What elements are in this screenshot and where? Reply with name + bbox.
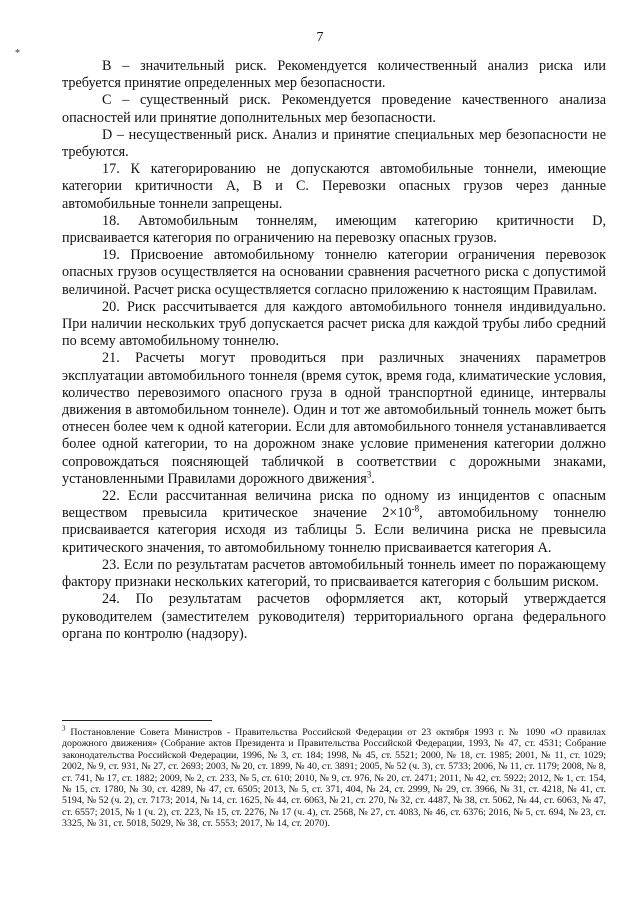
- paragraph-risk-d: D – несущественный риск. Анализ и принятие специальных мер безопасности не требуются.: [62, 126, 606, 161]
- margin-mark: *: [15, 48, 20, 59]
- paragraph-risk-c: С – существенный риск. Рекомендуется проведение качественного анализа опасностей или принятие дополнительных мер безопасности.: [62, 92, 606, 126]
- page-number: 7: [316, 30, 324, 45]
- footnote-marker: 3: [62, 724, 66, 733]
- exponent: -8: [411, 503, 420, 514]
- paragraph-23: 23. Если по результатам расчетов автомобильный тоннель имеет по поражающему фактору признаки нескольких категорий, то присваивается категория с большим риском.: [62, 556, 606, 591]
- paragraph-risk-b: В – значительный риск. Рекомендуется количественный анализ риска или требуется принятие определенных мер безопасности.: [62, 58, 606, 92]
- paragraph-21: 21. Расчеты могут проводиться при различных значениях параметров эксплуатации автомобильного тоннеля (время суток, время года, климатические условия, количество перевозимого опасного груза в одной транспортной единице, интервалы движения в автомобильном тоннеле). Один и тот же автомобильный тоннель может быть отнесен более чем к одной категории. Если для автомобильного тоннеля устанавливается более одной категории, то на дорожном знаке условие применения категории должно сопровождаться поясняющей табличкой в соответствии с дорожными знаками, установленными Правилами дорожного движения$^3$.: [62, 350, 606, 487]
- paragraph-18: 18. Автомобильным тоннелям, имеющим категорию критичности D, присваивается категория по ограничению на перевозку опасных грузов.: [62, 212, 606, 247]
- paragraph-19: 19. Присвоение автомобильному тоннелю категории ограничения перевозок опасных грузов осуществляется на основании сравнения расчетного риска с допустимой величиной. Расчет риска осуществляется согласно приложению к настоящим Правилам.: [62, 247, 606, 298]
- footnote-text: Постановление Совета Министров - Правительства Российской Федерации от 23 октября 1993 г. № 1090 «О правилах дорожного движения» (Собрание актов Президента и Правительства Российской Федерации, 1993, № 47, ст. 4531; Собрание законодательства Российской Федерации, 1996, № 3, ст. 184; 1998, № 45, ст. 5521; 2000, № 18, ст. 1985; 2001, № 11, ст. 1029; 2002, № 9, ст. 931, № 27, ст. 2693; 2003, № 20, ст. 1899, № 40, ст. 3891; 2005, № 52 (ч. 3), ст. 5733; 2006, № 11, ст. 1179; 2008, № 8, ст. 741, № 17, ст. 1882; 2009, № 2, ст. 233, № 5, ст. 610; 2010, № 9, ст. 976, № 20, ст. 2471; 2011, № 42, ст. 5922; 2012, № 1, ст. 154, № 15, ст. 1780, № 30, ст. 4289, № 47, ст. 6505; 2013, № 5, ст. 371, 404, № 24, ст. 2999, № 29, ст. 3966, № 31, ст. 4218, № 41, ст. 5194, № 52 (ч. 2), ст. 7173; 2014, № 14, ст. 1625, № 44, ст. 6063, № 21, ст. 270, № 32, ст. 4487, № 38, ст. 5062, № 44, ст. 6063, № 47, ст. 6557; 2015, № 1 (ч. 2), ст. 223, № 15, ст. 2276, № 17 (ч. 4), ст. 2568, № 27, ст. 4083, № 46, ст. 6376; 2016, № 5, ст. 694, № 23, ст. 3325, № 31, ст. 5018, 5029, № 38, ст. 5553; 2017, № 14, ст. 2070).: [62, 727, 606, 830]
- footnote-divider: [62, 720, 212, 721]
- footnote-reference[interactable]: 3: [366, 469, 372, 480]
- paragraph-21-text: 21. Расчеты могут проводиться при различных значениях параметров эксплуатации автомобильного тоннеля (время суток, время года, климатические условия, количество перевозимого опасного груза в одной транспортной единице, интервалы движения в автомобильном тоннеле). Один и тот же автомобильный тоннель может быть отнесен более чем к одной категории. Если для автомобильного тоннеля устанавливается более одной категории, то на дорожном знаке условие применения категории должно сопровождаться поясняющей табличкой в соответствии с дорожными знаками, установленными Правилами дорожного движения: [62, 350, 606, 487]
- main-text: [62, 58, 606, 643]
- paragraph-24: 24. По результатам расчетов оформляется акт, который утверждается руководителем (заместителем руководителя) территориального органа федерального органа по контролю (надзору).: [62, 591, 606, 642]
- paragraph-17: 17. К категорированию не допускаются автомобильные тоннели, имеющие категории критичности А, В и С. Перевозки опасных грузов через данные автомобильные тоннели запрещены.: [62, 161, 606, 212]
- paragraph-20: 20. Риск рассчитывается для каждого автомобильного тоннеля индивидуально. При наличии нескольких труб допускается расчет риска для каждой трубы либо средний по всему автомобильному тоннелю.: [62, 298, 606, 350]
- paragraph-22: [62, 488, 606, 557]
- paragraph-22-text-start: 22. Если рассчитанная величина риска по одному из инцидентов с опасным веществом превысила критическое значение 2×10: [62, 488, 606, 522]
- footnote: [62, 724, 606, 830]
- paragraph-22-text-end: , автомобильному тоннелю присваивается категория исходя из таблицы 5. Если величина риска не превысила критического значения, то автомобильному тоннелю присваивается категория А.: [62, 505, 607, 556]
